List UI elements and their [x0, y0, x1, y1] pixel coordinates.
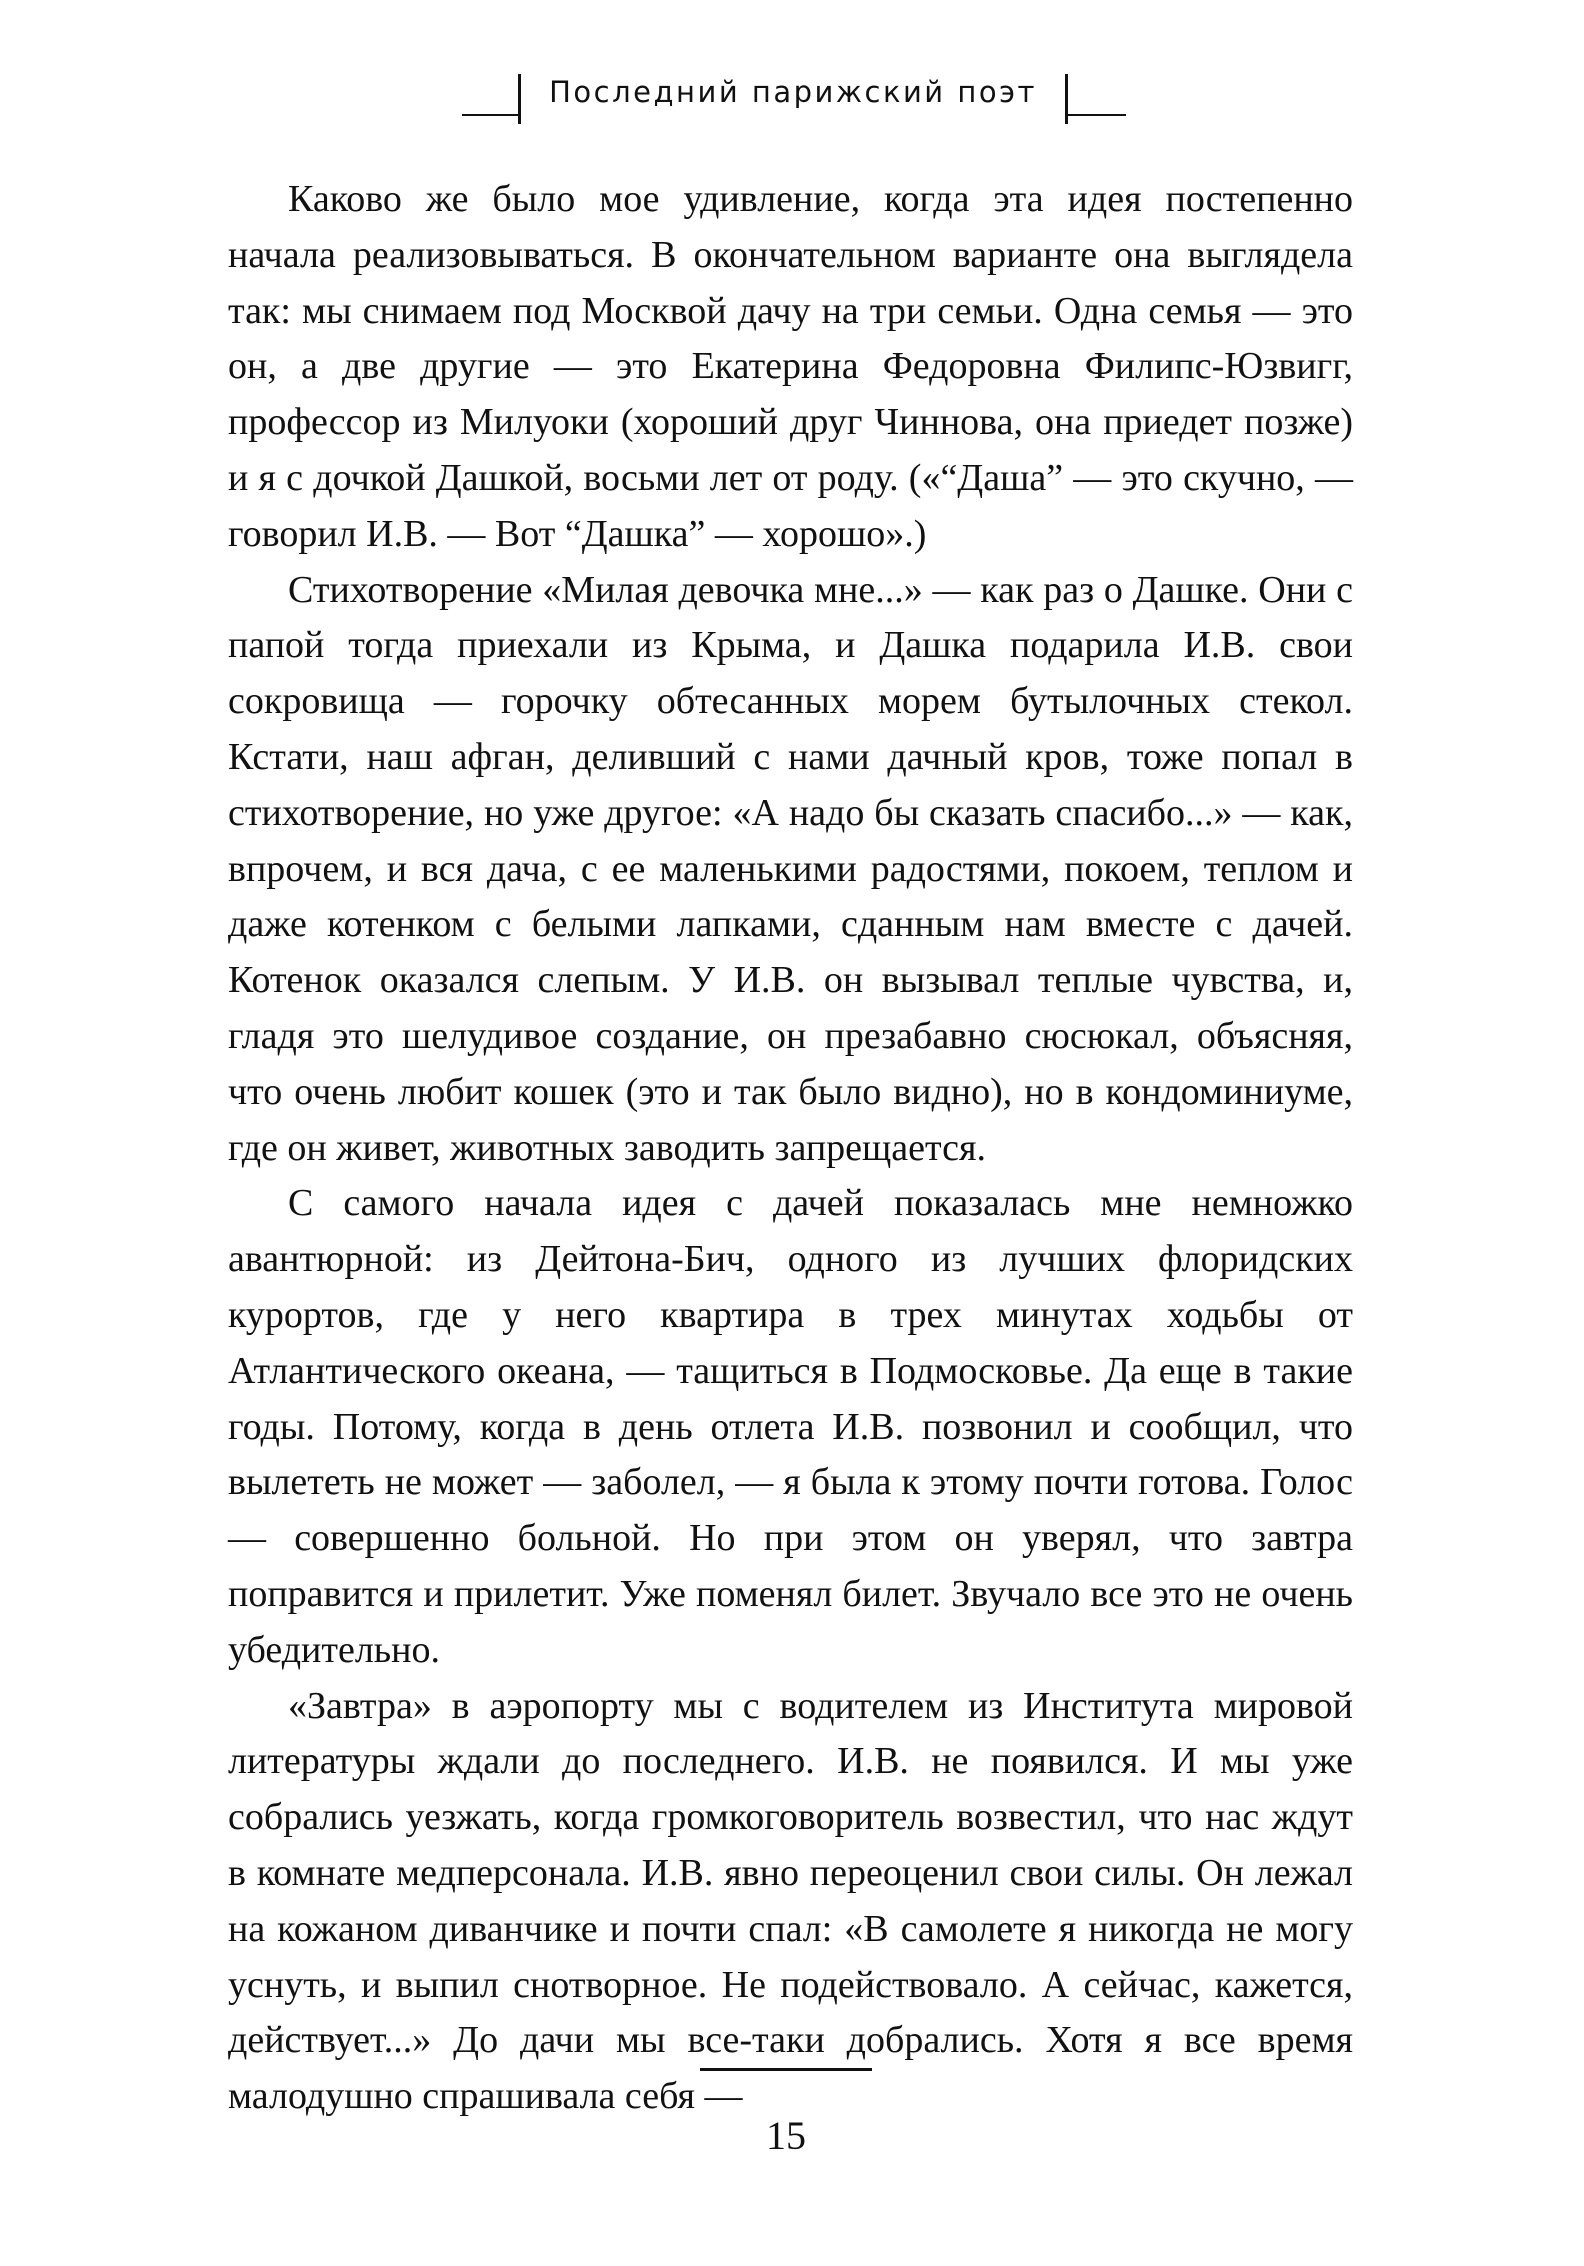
paragraph: С самого начала идея с дачей показалась мне немножко авантюрной: из Дейтона-Бич, одного из лучших флоридских курортов, где у него квартира в трех минутах ходьбы от Атлантического океана, — тащиться в Подмосковье. Да еще в такие годы. Потому, когда в день отлета И.В. позвонил и сообщил, что вылететь не может — заболел, — я была к этому почти готова. Голос — совершенно больной. Но при этом он уверял, что завтра поправится и прилетит. Уже поменял билет. Звучало все это не очень убедительно.: [228, 1182, 1353, 1671]
header-divider-left: [518, 74, 521, 124]
header-rule-right: [1068, 114, 1126, 116]
running-header-title: Последний парижский поэт: [549, 75, 1037, 109]
header-divider-right: [1065, 74, 1068, 124]
paragraph: Стихотворение «Милая девочка мне...» — как раз о Дашке. Они с папой тогда приехали из Крыма, и Дашка подарила И.В. свои сокровища — горочку обтесанных морем бутылочных стекол. Кстати, наш афган, деливший с нами дачный кров, тоже попал в стихотворение, но уже другое: «А надо бы сказать спасибо...» — как, впрочем, и вся дача, с ее маленькими радостями, покоем, теплом и даже котенком с белыми лапками, сданным нам вместе с дачей. Котенок оказался слепым. У И.В. он вызывал теплые чувства, и, гладя это шелудивое создание, он презабавно сюсюкал, объясняя, что очень любит кошек (это и так было видно), но в кондоминиуме, где он живет, животных заводить запрещается.: [228, 568, 1353, 1169]
header-rule-left: [462, 114, 518, 116]
paragraph: Каково же было мое удивление, когда эта идея постепенно начала реализовываться. В окончательном варианте она выглядела так: мы снимаем под Москвой дачу на три семьи. Одна семья — это он, а две другие — это Екатерина Федоровна Филипс-Юзвигг, профессор из Милуоки (хороший друг Чиннова, она приедет позже) и я с дочкой Дашкой, восьми лет от роду. («“Даша” — это скучно, — говорил И.В. — Вот “Дашка” — хорошо».): [228, 178, 1353, 555]
footer-rule: [700, 2068, 872, 2071]
running-header: [462, 68, 1126, 128]
page-number: 15: [766, 2113, 806, 2158]
paragraph: «Завтра» в аэропорту мы с водителем из Института мировой литературы ждали до последнего. И.В. не появился. И мы уже собрались уезжать, когда громкоговоритель возвестил, что нас ждут в комнате медперсонала. И.В. явно переоценил свои силы. Он лежал на кожаном диванчике и почти спал: «В самолете я никогда не могу уснуть, и выпил снотворное. Не подействовало. А сейчас, кажется, действует...» До дачи мы все-таки добрались. Хотя я все время малодушно спрашивала себя —: [228, 1684, 1353, 2118]
page-body: [228, 172, 1353, 2125]
